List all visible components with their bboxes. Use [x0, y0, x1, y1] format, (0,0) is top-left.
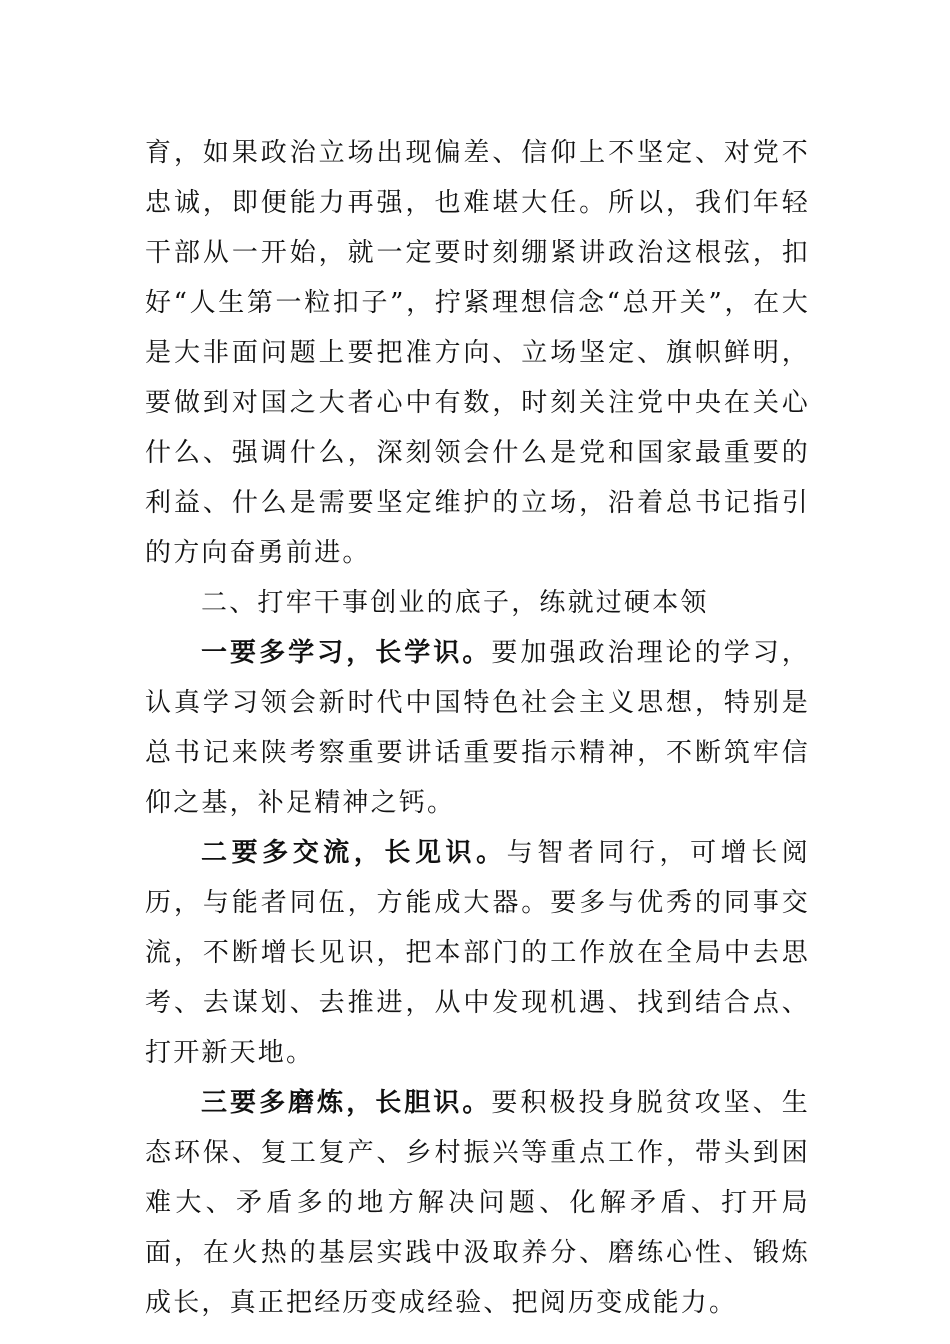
paragraph-text: 要积极投身脱贫攻坚、生态环保、复工复产、乡村振兴等重点工作，带头到困难大、矛盾多的地方解决问题、化解矛盾、打开局面，在火热的基层实践中汲取养分、磨练心性、锻炼成长，真正把经历变成经验、把阅历变成能力。 [145, 1088, 810, 1318]
section-heading [145, 578, 810, 628]
document-body [145, 128, 810, 1328]
paragraph-lead: 二要多交流，长见识。 [201, 838, 507, 868]
paragraph-text: 育，如果政治立场出现偏差、信仰上不坚定、对党不忠诚，即便能力再强，也难堪大任。所以，我们年轻干部从一开始，就一定要时刻绷紧讲政治这根弦，扣好“人生第一粒扣子”，拧紧理想信念“总开关”，在大是大非面问题上要把准方向、立场坚定、旗帜鲜明，要做到对国之大者心中有数，时刻关注党中央在关心什么、强调什么，深刻领会什么是党和国家最重要的利益、什么是需要坚定维护的立场，沿着总书记指引的方向奋勇前进。 [145, 138, 810, 568]
paragraph-exchange [145, 828, 810, 1078]
paragraph-study [145, 628, 810, 828]
paragraph-text: 与智者同行，可增长阅历，与能者同伍，方能成大器。要多与优秀的同事交流，不断增长见识，把本部门的工作放在全局中去思考、去谋划、去推进，从中发现机遇、找到结合点、打开新天地。 [145, 838, 810, 1068]
paragraph-lead: 三要多磨炼，长胆识。 [201, 1088, 492, 1118]
paragraph-continued [145, 128, 810, 578]
paragraph-lead: 一要多学习，长学识。 [201, 638, 492, 668]
paragraph-text: 要加强政治理论的学习，认真学习领会新时代中国特色社会主义思想，特别是总书记来陕考察重要讲话重要指示精神，不断筑牢信仰之基，补足精神之钙。 [145, 638, 810, 818]
paragraph-tempering [145, 1078, 810, 1328]
section-heading-text: 二、打牢干事创业的底子，练就过硬本领 [201, 588, 709, 618]
